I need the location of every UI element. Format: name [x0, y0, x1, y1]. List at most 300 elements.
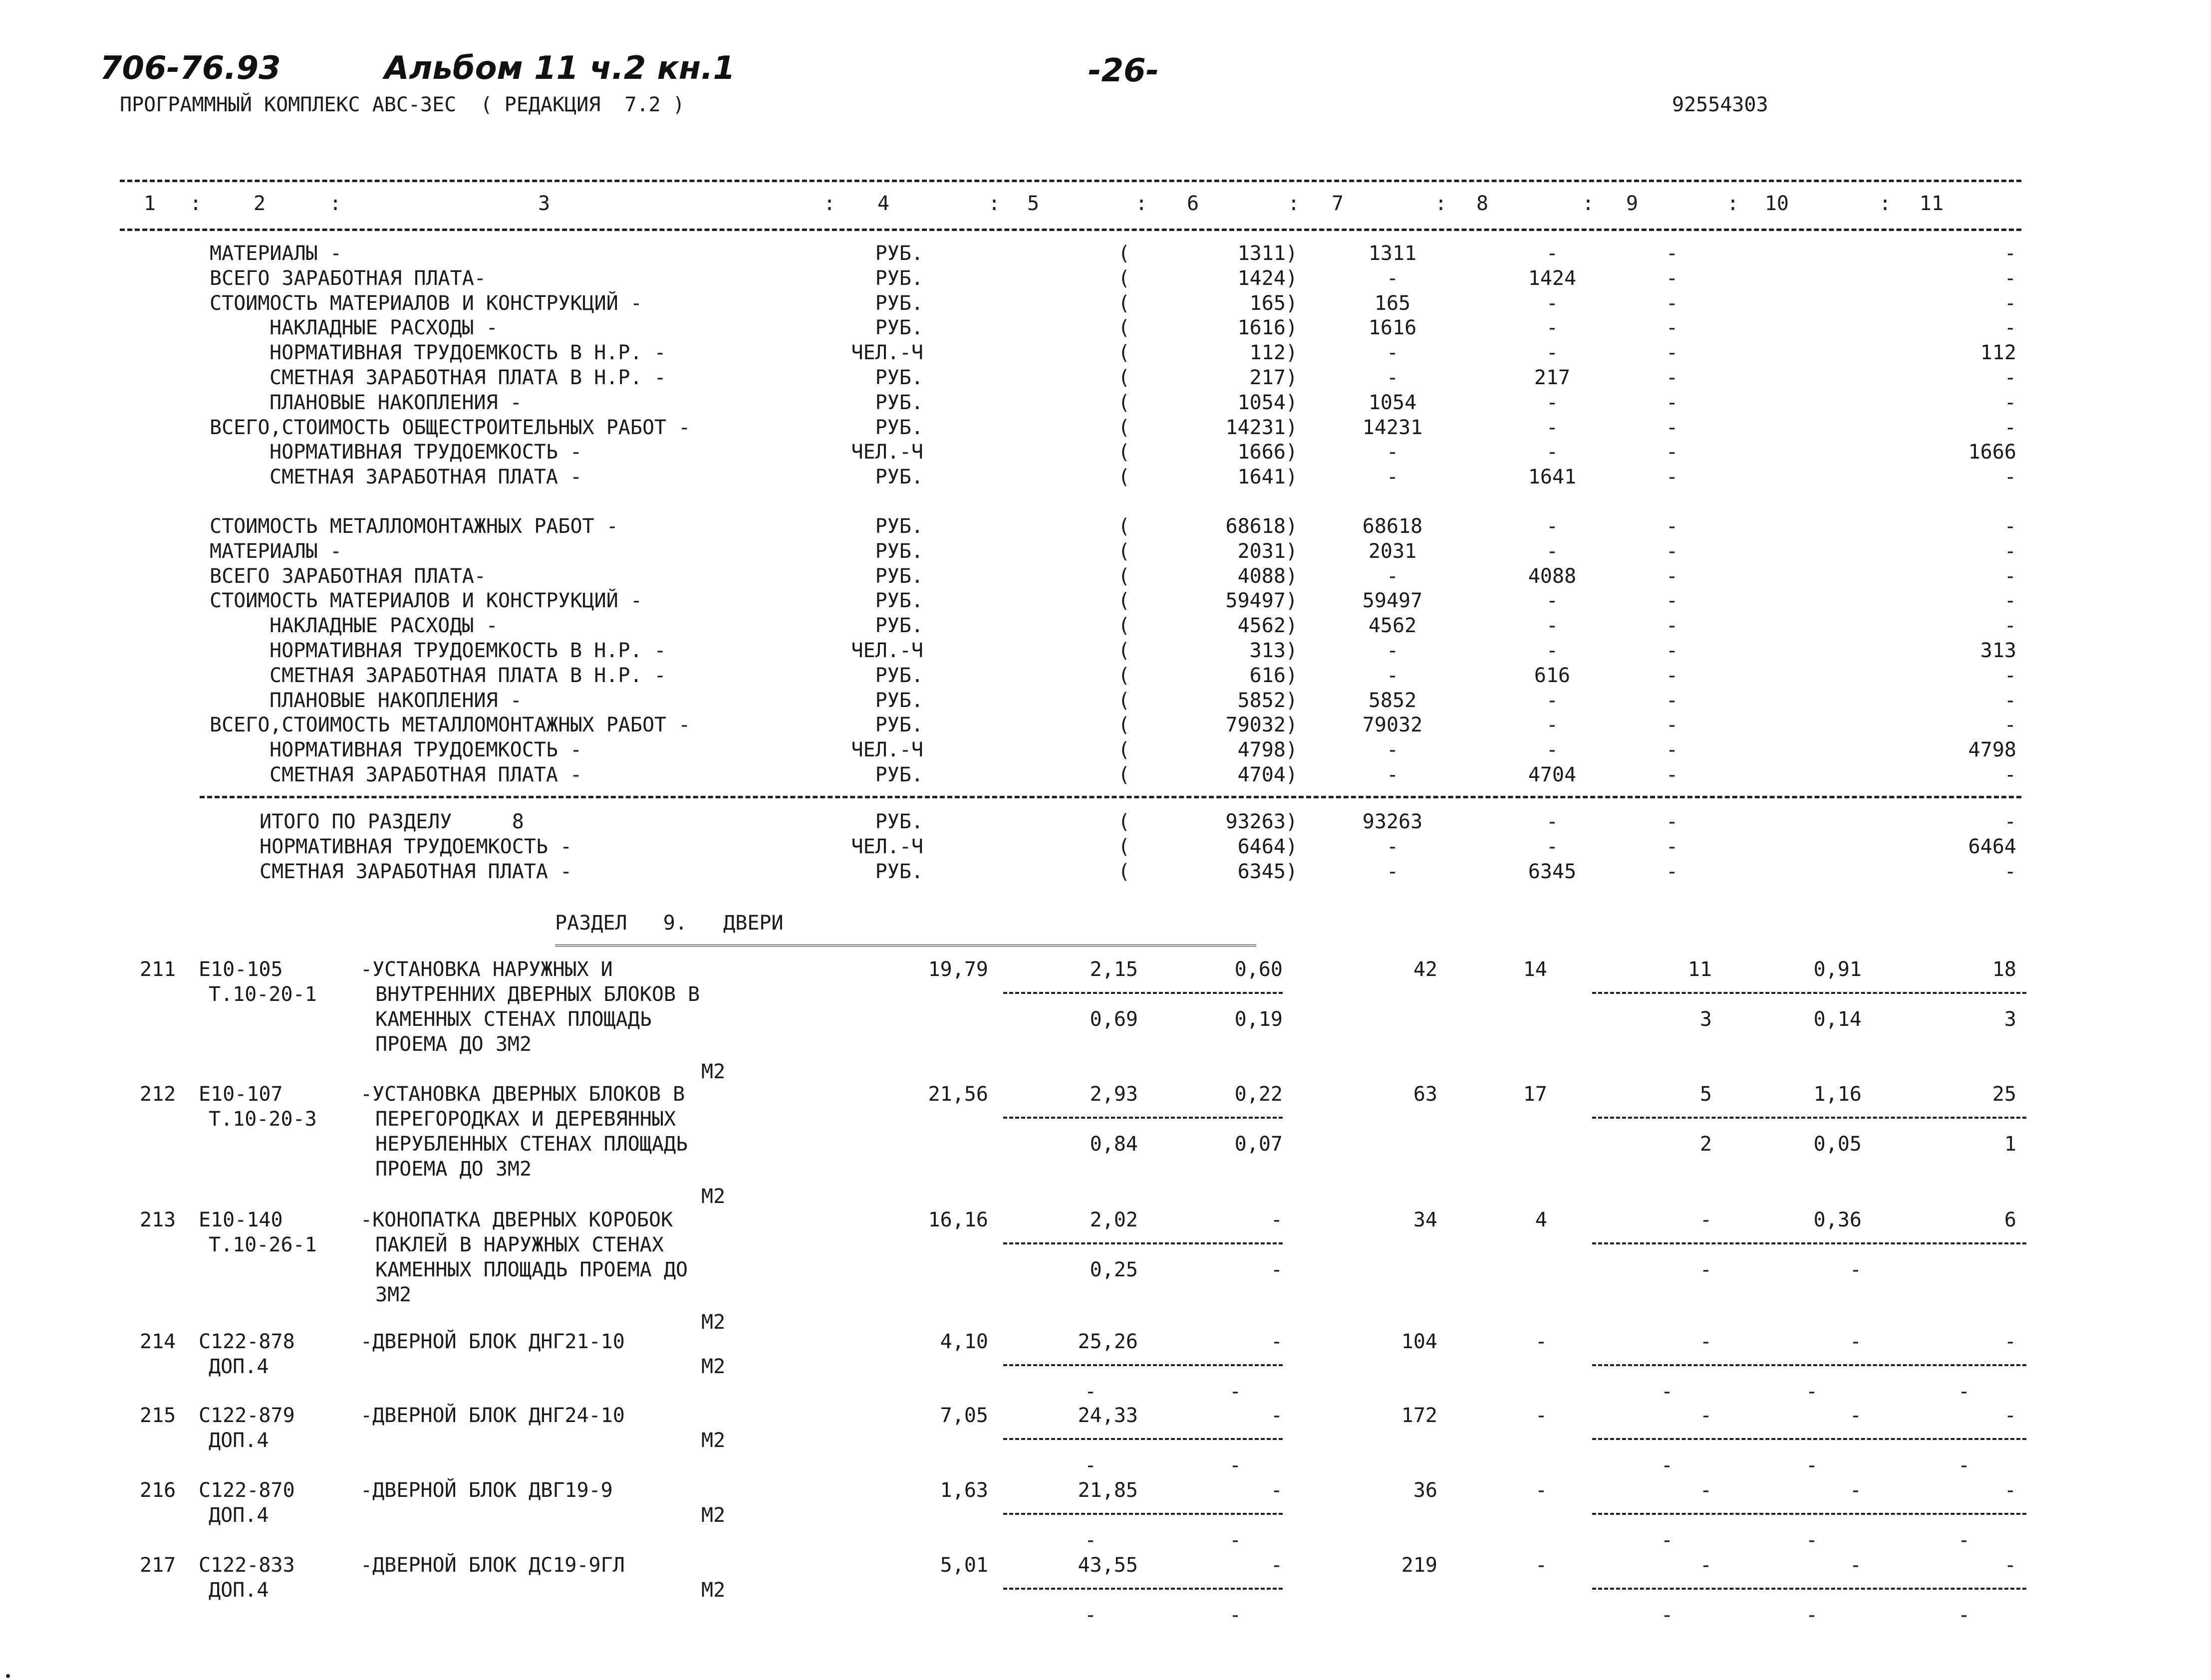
item-code: Е10-140 [199, 1208, 283, 1231]
item-code: С122-833 [199, 1554, 295, 1577]
item-col5-wage: - [1084, 1380, 1097, 1403]
item-col6: - [1270, 1479, 1283, 1502]
summary-label: СТОИМОСТЬ МЕТАЛЛОМОНТАЖНЫХ РАБОТ - [210, 515, 618, 538]
summary-col8: - [1546, 515, 1559, 538]
item-col9: 11 [1687, 958, 1712, 981]
item-unit: М2 [701, 1429, 726, 1452]
summary-col7: 1616 [1368, 316, 1417, 340]
open-paren: ( [1118, 441, 1130, 464]
item-col11: 25 [1992, 1083, 2016, 1106]
item-col4: 7,05 [940, 1404, 988, 1427]
item-col8: - [1535, 1330, 1547, 1353]
total-col11: - [2004, 810, 2016, 833]
item-col8: 14 [1523, 958, 1547, 981]
item-number: 214 [140, 1330, 176, 1353]
summary-label: СТОИМОСТЬ МАТЕРИАЛОВ И КОНСТРУКЦИЙ - [210, 291, 642, 315]
open-paren: ( [1118, 714, 1130, 737]
summary-unit: РУБ. [875, 266, 923, 290]
summary-col7: 165 [1374, 291, 1411, 315]
summary-unit: РУБ. [875, 763, 923, 786]
summary-col9: - [1665, 639, 1678, 662]
summary-unit: ЧЕЛ.-Ч [851, 639, 923, 662]
open-paren: ( [1118, 341, 1130, 365]
summary-col8: 1424 [1528, 266, 1577, 290]
item-col6: - [1270, 1330, 1283, 1353]
item-description: ПАКЛЕЙ В НАРУЖНЫХ СТЕНАХ [375, 1233, 664, 1256]
summary-col6: 165) [1249, 291, 1298, 315]
summary-label: НОРМАТИВНАЯ ТРУДОЕМКОСТЬ - [270, 738, 582, 762]
summary-col6: 4088) [1237, 564, 1298, 588]
item-col9-wage: - [1660, 1529, 1673, 1552]
item-rule-left [1003, 1588, 1283, 1590]
item-col5: 2,02 [1090, 1208, 1138, 1231]
summary-col6: 1641) [1237, 466, 1298, 489]
summary-unit: РУБ. [875, 589, 923, 613]
item-col11-wage: - [1957, 1454, 1970, 1477]
summary-label: СМЕТНАЯ ЗАРАБОТНАЯ ПЛАТА В Н.Р. - [270, 366, 666, 389]
summary-label: НАКЛАДНЫЕ РАСХОДЫ - [270, 614, 498, 638]
summary-col8: - [1546, 689, 1559, 712]
summary-col11: - [2004, 664, 2016, 687]
summary-col9: - [1665, 366, 1678, 389]
column-number: 8 [1476, 192, 1489, 215]
item-col11-wage: - [1957, 1380, 1970, 1403]
summary-col11: 313 [1980, 639, 2016, 662]
column-separator: : [190, 192, 202, 215]
item-description: НЕРУБЛЕННЫХ СТЕНАХ ПЛОЩАДЬ [375, 1133, 688, 1156]
item-col11-wage: - [1957, 1604, 1970, 1627]
item-col7: 34 [1413, 1208, 1437, 1231]
summary-col9: - [1665, 316, 1678, 340]
item-reference: Т.10-26-1 [209, 1233, 317, 1256]
summary-col7: - [1386, 466, 1399, 489]
item-reference: ДОП.4 [209, 1579, 269, 1602]
item-description: КАМЕННЫХ СТЕНАХ ПЛОЩАДЬ [375, 1008, 652, 1031]
open-paren: ( [1118, 639, 1130, 662]
summary-col9: - [1665, 763, 1678, 786]
summary-col9: - [1665, 341, 1678, 365]
item-description: -ДВЕРНОЙ БЛОК ДНГ24-10 [360, 1404, 625, 1427]
subtotal-rule [200, 796, 2021, 798]
item-description: ПРОЕМА ДО 3М2 [375, 1033, 532, 1056]
item-col9: - [1699, 1404, 1712, 1427]
item-col6: - [1270, 1404, 1283, 1427]
item-col10-wage: - [1805, 1604, 1818, 1627]
summary-unit: ЧЕЛ.-Ч [851, 441, 923, 464]
open-paren: ( [1118, 466, 1130, 489]
item-col6-wage: - [1270, 1258, 1283, 1281]
total-col6: 93263) [1225, 810, 1298, 833]
summary-col11: - [2004, 466, 2016, 489]
summary-unit: РУБ. [875, 242, 923, 265]
doc-code: 706-76.93 [100, 50, 281, 87]
summary-col8: 217 [1534, 366, 1571, 389]
summary-label: ВСЕГО ЗАРАБОТНАЯ ПЛАТА- [210, 266, 486, 290]
summary-col7: 59497 [1362, 589, 1423, 613]
item-col6-wage: - [1229, 1380, 1242, 1403]
column-separator: : [988, 192, 1001, 215]
summary-col11: - [2004, 391, 2016, 414]
summary-col9: - [1665, 738, 1678, 762]
summary-col8: - [1546, 614, 1559, 638]
summary-col7: 14231 [1362, 416, 1423, 439]
summary-col9: - [1665, 714, 1678, 737]
open-paren: ( [1118, 416, 1130, 439]
open-paren: ( [1118, 810, 1130, 833]
summary-unit: РУБ. [875, 664, 923, 687]
item-number: 213 [140, 1208, 176, 1231]
summary-col6: 79032) [1225, 714, 1298, 737]
summary-col8: - [1546, 291, 1559, 315]
summary-col9: - [1665, 589, 1678, 613]
summary-col6: 313) [1249, 639, 1298, 662]
column-number: 1 [143, 192, 156, 215]
summary-col8: - [1546, 639, 1559, 662]
item-col9-wage: 3 [1699, 1008, 1712, 1031]
item-col8: 4 [1535, 1208, 1547, 1231]
summary-label: НАКЛАДНЫЕ РАСХОДЫ - [270, 316, 498, 340]
item-col8: - [1535, 1479, 1547, 1502]
summary-unit: РУБ. [875, 366, 923, 389]
open-paren: ( [1118, 539, 1130, 563]
open-paren: ( [1118, 763, 1130, 786]
item-col8: - [1535, 1554, 1547, 1577]
summary-label: МАТЕРИАЛЫ - [210, 242, 342, 265]
summary-col7: - [1386, 341, 1399, 365]
item-description: -ДВЕРНОЙ БЛОК ДС19-9ГЛ [360, 1554, 625, 1577]
item-col5: 2,93 [1090, 1083, 1138, 1106]
open-paren: ( [1118, 689, 1130, 712]
section-underline [555, 945, 1256, 950]
item-rule-right [1592, 1364, 2026, 1366]
column-number: 4 [877, 192, 890, 215]
item-description: -КОНОПАТКА ДВЕРНЫХ КОРОБОК [360, 1208, 673, 1231]
summary-col11: - [2004, 416, 2016, 439]
album-label: Альбом 11 ч.2 кн.1 [384, 50, 736, 87]
item-col11: - [2004, 1330, 2016, 1353]
item-col5: 25,26 [1078, 1330, 1138, 1353]
summary-col11: - [2004, 714, 2016, 737]
item-col10: 0,36 [1813, 1208, 1862, 1231]
page-number: -26- [1088, 52, 1159, 89]
total-col8: - [1546, 810, 1559, 833]
item-col9: - [1699, 1330, 1712, 1353]
item-reference: ДОП.4 [209, 1355, 269, 1378]
header-rule-bottom [120, 229, 2021, 231]
summary-col6: 4562) [1237, 614, 1298, 638]
summary-label: ВСЕГО,СТОИМОСТЬ МЕТАЛЛОМОНТАЖНЫХ РАБОТ - [210, 714, 691, 737]
scan-speck [6, 1674, 10, 1678]
summary-col6: 112) [1249, 341, 1298, 365]
item-col9-wage: - [1699, 1258, 1712, 1281]
item-unit: М2 [701, 1579, 726, 1602]
summary-unit: РУБ. [875, 539, 923, 563]
item-description: ПРОЕМА ДО 3М2 [375, 1158, 532, 1181]
summary-col6: 14231) [1225, 416, 1298, 439]
summary-col7: 1054 [1368, 391, 1417, 414]
item-col9: - [1699, 1554, 1712, 1577]
item-unit: М2 [701, 1185, 726, 1208]
item-reference: ДОП.4 [209, 1504, 269, 1527]
item-number: 217 [140, 1554, 176, 1577]
summary-col7: - [1386, 441, 1399, 464]
summary-col8: 616 [1534, 664, 1571, 687]
item-col9: - [1699, 1479, 1712, 1502]
summary-col6: 4704) [1237, 763, 1298, 786]
item-col6-wage: - [1229, 1529, 1242, 1552]
column-separator: : [824, 192, 836, 215]
summary-col8: - [1546, 714, 1559, 737]
summary-col11: - [2004, 266, 2016, 290]
item-col6: - [1270, 1208, 1283, 1231]
header-rule-top [120, 180, 2021, 182]
item-col5-wage: 0,69 [1090, 1008, 1138, 1031]
item-col10: - [1849, 1330, 1862, 1353]
summary-col9: - [1665, 242, 1678, 265]
summary-unit: РУБ. [875, 564, 923, 588]
item-col5-wage: - [1084, 1604, 1097, 1627]
item-reference: Т.10-20-1 [209, 983, 317, 1006]
item-rule-right [1592, 992, 2026, 994]
summary-col11: - [2004, 614, 2016, 638]
item-col10: 0,91 [1813, 958, 1862, 981]
item-code: Е10-105 [199, 958, 283, 981]
item-col6-wage: 0,19 [1234, 1008, 1283, 1031]
total-col7: 93263 [1362, 810, 1423, 833]
item-col6-wage: - [1229, 1604, 1242, 1627]
summary-col7: - [1386, 763, 1399, 786]
total-col7: - [1386, 860, 1399, 883]
item-col6: 0,22 [1234, 1083, 1283, 1106]
total-unit: ЧЕЛ.-Ч [851, 835, 923, 858]
summary-label: ПЛАНОВЫЕ НАКОПЛЕНИЯ - [270, 689, 522, 712]
summary-unit: РУБ. [875, 316, 923, 340]
summary-col6: 68618) [1225, 515, 1298, 538]
item-code: Е10-107 [199, 1083, 283, 1106]
summary-label: МАТЕРИАЛЫ - [210, 539, 342, 563]
summary-col7: - [1386, 664, 1399, 687]
item-col7: 36 [1413, 1479, 1437, 1502]
item-col7: 172 [1401, 1404, 1437, 1427]
item-col5-wage: 0,84 [1090, 1133, 1138, 1156]
item-col4: 16,16 [928, 1208, 988, 1231]
total-unit: РУБ. [875, 860, 923, 883]
summary-col7: 79032 [1362, 714, 1423, 737]
item-rule-right [1592, 1588, 2026, 1590]
summary-col9: - [1665, 466, 1678, 489]
summary-col6: 217) [1249, 366, 1298, 389]
item-col9-wage: - [1660, 1604, 1673, 1627]
item-col4: 19,79 [928, 958, 988, 981]
section-title: РАЗДЕЛ 9. ДВЕРИ [555, 912, 784, 935]
item-col6-wage: - [1229, 1454, 1242, 1477]
summary-col9: - [1665, 564, 1678, 588]
column-separator: : [1435, 192, 1447, 215]
summary-label: СТОИМОСТЬ МАТЕРИАЛОВ И КОНСТРУКЦИЙ - [210, 589, 642, 613]
item-col6: 0,60 [1234, 958, 1283, 981]
total-col7: - [1386, 835, 1399, 858]
item-rule-right [1592, 1438, 2026, 1440]
summary-col6: 5852) [1237, 689, 1298, 712]
summary-col9: - [1665, 539, 1678, 563]
item-rule-right [1592, 1117, 2026, 1119]
summary-col11: - [2004, 589, 2016, 613]
column-number: 9 [1626, 192, 1639, 215]
item-rule-left [1003, 1438, 1283, 1440]
open-paren: ( [1118, 391, 1130, 414]
item-col10-wage: - [1805, 1454, 1818, 1477]
summary-col7: - [1386, 639, 1399, 662]
item-col10-wage: - [1849, 1258, 1862, 1281]
total-col8: - [1546, 835, 1559, 858]
open-paren: ( [1118, 291, 1130, 315]
item-col5: 21,85 [1078, 1479, 1138, 1502]
summary-unit: РУБ. [875, 416, 923, 439]
summary-col8: - [1546, 441, 1559, 464]
summary-unit: РУБ. [875, 391, 923, 414]
summary-label: НОРМАТИВНАЯ ТРУДОЕМКОСТЬ - [270, 441, 582, 464]
total-col9: - [1665, 860, 1678, 883]
item-col10: - [1849, 1404, 1862, 1427]
summary-col8: 1641 [1528, 466, 1577, 489]
item-col7: 219 [1401, 1554, 1437, 1577]
summary-label: СМЕТНАЯ ЗАРАБОТНАЯ ПЛАТА - [270, 763, 582, 786]
item-col11-wage: 1 [2004, 1133, 2016, 1156]
item-unit: М2 [701, 1355, 726, 1378]
summary-col6: 1616) [1237, 316, 1298, 340]
item-description: ПЕРЕГОРОДКАХ И ДЕРЕВЯННЫХ [375, 1108, 676, 1131]
item-col4: 4,10 [940, 1330, 988, 1353]
item-col6: - [1270, 1554, 1283, 1577]
open-paren: ( [1118, 738, 1130, 762]
item-code: С122-879 [199, 1404, 295, 1427]
item-col10-wage: 0,14 [1813, 1008, 1862, 1031]
summary-col7: - [1386, 266, 1399, 290]
summary-col8: 4088 [1528, 564, 1577, 588]
item-col5: 43,55 [1078, 1554, 1138, 1577]
item-col11: - [2004, 1404, 2016, 1427]
item-col5-wage: - [1084, 1529, 1097, 1552]
item-col9: - [1699, 1208, 1712, 1231]
summary-col11: - [2004, 366, 2016, 389]
item-description: 3М2 [375, 1283, 412, 1306]
summary-col11: - [2004, 539, 2016, 563]
item-rule-left [1003, 1364, 1283, 1366]
item-reference: ДОП.4 [209, 1429, 269, 1452]
summary-col7: 2031 [1368, 539, 1417, 563]
item-col9-wage: - [1660, 1380, 1673, 1403]
item-col4: 21,56 [928, 1083, 988, 1106]
total-col11: 6464 [1968, 835, 2016, 858]
item-rule-right [1592, 1242, 2026, 1244]
summary-col7: 5852 [1368, 689, 1417, 712]
total-label: ИТОГО ПО РАЗДЕЛУ 8 [260, 810, 524, 833]
summary-col8: - [1546, 316, 1559, 340]
summary-label: СМЕТНАЯ ЗАРАБОТНАЯ ПЛАТА - [270, 466, 582, 489]
summary-col9: - [1665, 441, 1678, 464]
column-number: 7 [1331, 192, 1344, 215]
summary-label: НОРМАТИВНАЯ ТРУДОЕМКОСТЬ В Н.Р. - [270, 341, 666, 365]
summary-col6: 1311) [1237, 242, 1298, 265]
item-number: 211 [140, 958, 176, 981]
item-rule-right [1592, 1513, 2026, 1515]
open-paren: ( [1118, 614, 1130, 638]
item-col11-wage: 3 [2004, 1008, 2016, 1031]
total-col9: - [1665, 835, 1678, 858]
summary-col8: - [1546, 391, 1559, 414]
item-col10-wage: - [1805, 1529, 1818, 1552]
column-number: 10 [1764, 192, 1789, 215]
summary-col8: - [1546, 539, 1559, 563]
summary-col8: - [1546, 341, 1559, 365]
column-separator: : [1879, 192, 1892, 215]
summary-label: ВСЕГО ЗАРАБОТНАЯ ПЛАТА- [210, 564, 486, 588]
summary-col11: - [2004, 564, 2016, 588]
open-paren: ( [1118, 860, 1130, 883]
summary-unit: РУБ. [875, 291, 923, 315]
open-paren: ( [1118, 835, 1130, 858]
summary-label: СМЕТНАЯ ЗАРАБОТНАЯ ПЛАТА В Н.Р. - [270, 664, 666, 687]
item-col10-wage: - [1805, 1380, 1818, 1403]
item-unit: М2 [701, 1060, 726, 1083]
item-col8: 17 [1523, 1083, 1547, 1106]
total-unit: РУБ. [875, 810, 923, 833]
column-separator: : [1727, 192, 1739, 215]
item-col10: - [1849, 1554, 1862, 1577]
item-col4: 5,01 [940, 1554, 988, 1577]
summary-col6: 1054) [1237, 391, 1298, 414]
item-col5: 2,15 [1090, 958, 1138, 981]
column-separator: : [1288, 192, 1300, 215]
open-paren: ( [1118, 515, 1130, 538]
item-rule-left [1003, 992, 1283, 994]
summary-col7: 68618 [1362, 515, 1423, 538]
summary-col8: - [1546, 242, 1559, 265]
summary-col11: - [2004, 242, 2016, 265]
item-description: -УСТАНОВКА ДВЕРНЫХ БЛОКОВ В [360, 1083, 685, 1106]
open-paren: ( [1118, 564, 1130, 588]
item-col5-wage: 0,25 [1090, 1258, 1138, 1281]
summary-col11: 112 [1980, 341, 2016, 365]
item-col9-wage: 2 [1699, 1133, 1712, 1156]
summary-col6: 1424) [1237, 266, 1298, 290]
summary-col11: - [2004, 515, 2016, 538]
item-col9: 5 [1699, 1083, 1712, 1106]
total-col6: 6345) [1237, 860, 1298, 883]
item-code: С122-878 [199, 1330, 295, 1353]
summary-col11: - [2004, 316, 2016, 340]
total-col8: 6345 [1528, 860, 1577, 883]
summary-col7: - [1386, 564, 1399, 588]
summary-col11: - [2004, 763, 2016, 786]
item-number: 216 [140, 1479, 176, 1502]
column-number: 11 [1919, 192, 1944, 215]
item-description: -УСТАНОВКА НАРУЖНЫХ И [360, 958, 613, 981]
summary-label: НОРМАТИВНАЯ ТРУДОЕМКОСТЬ В Н.Р. - [270, 639, 666, 662]
item-rule-left [1003, 1513, 1283, 1515]
item-description: -ДВЕРНОЙ БЛОК ДВГ19-9 [360, 1479, 613, 1502]
summary-col6: 2031) [1237, 539, 1298, 563]
column-separator: : [329, 192, 342, 215]
summary-col11: - [2004, 689, 2016, 712]
column-number: 5 [1027, 192, 1040, 215]
item-rule-left [1003, 1117, 1283, 1119]
item-col4: 1,63 [940, 1479, 988, 1502]
item-unit: М2 [701, 1311, 726, 1334]
item-number: 212 [140, 1083, 176, 1106]
summary-unit: РУБ. [875, 689, 923, 712]
summary-col7: - [1386, 366, 1399, 389]
